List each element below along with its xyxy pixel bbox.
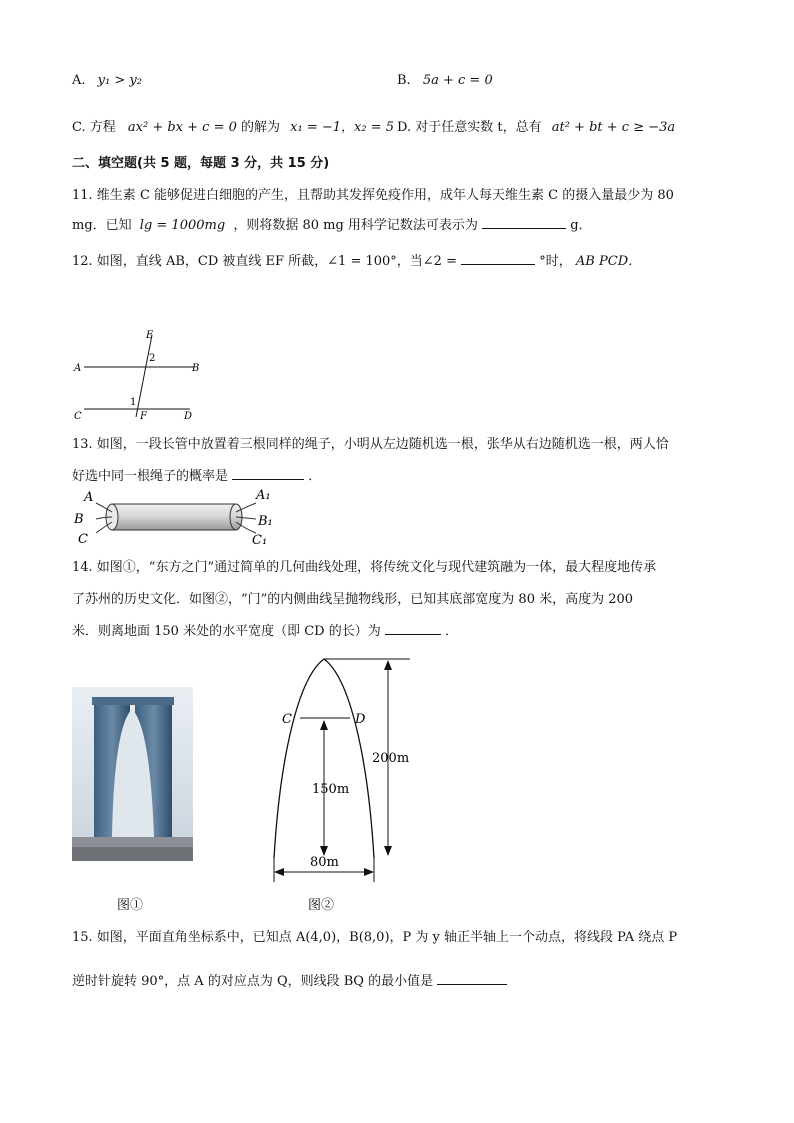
option-c: C. 方程 ax² + bx + c = 0 的解为 x₁ = −1，x₂ = 5 (72, 120, 395, 135)
q12-text: 12. 如图，直线 AB，CD 被直线 EF 所截，∠1 = 100°，当∠2 = °时， AB PCD． (72, 254, 642, 269)
q13-label-c: C (78, 532, 88, 547)
q13-line1: 13. 如图，一段长管中放置着三根同样的绳子，小明从左边随机选一根，张华从右边随机选一根，两人恰 (72, 437, 669, 452)
q15-answer-blank[interactable] (437, 972, 507, 985)
q14-label-200m: 200m (372, 751, 410, 766)
q14-line2: 了苏州的历史文化．如图②，“门”的内侧曲线呈抛物线形，已知其底部宽度为 80 米，高度为 200 (72, 592, 634, 607)
q13-label-a: A (84, 490, 94, 505)
q14-label-c: C (282, 712, 292, 727)
q14-label-80m: 80m (310, 855, 339, 870)
q12-label-d: D (184, 411, 193, 422)
option-b: B. 5a + c = 0 (397, 73, 493, 88)
q13-line2: 好选中同一根绳子的概率是 ． (72, 469, 322, 484)
q13-label-a1: A₁ (256, 488, 271, 503)
option-d: D. 对于任意实数 t，总有 at² + bt + c ≥ −3a (397, 120, 676, 135)
q14-parabola-figure (268, 648, 418, 888)
q12-label-e: E (146, 330, 154, 341)
q12-label-f: F (140, 411, 147, 422)
q12-figure (70, 325, 210, 425)
q14-line1: 14. 如图①，“东方之门”通过简单的几何曲线处理，将传统文化与现代建筑融为一体，最大程度地传承 (72, 560, 657, 575)
q13-label-b: B (74, 512, 84, 527)
q13-answer-blank[interactable] (232, 467, 304, 480)
option-a: A. y₁ > y₂ (72, 73, 142, 88)
q11-line1: 11. 维生素 C 能够促进白细胞的产生，且帮助其发挥免疫作用，成年人每天维生素 C 的摄入量最少为 80 (72, 188, 674, 203)
q13-label-c1: C₁ (252, 533, 268, 547)
q15-line2: 逆时针旋转 90°，点 A 的对应点为 Q，则线段 BQ 的最小值是 (72, 970, 507, 989)
q14-fig2-caption: 图② (308, 898, 335, 913)
q13-tube-figure (70, 487, 290, 547)
q12-answer-blank[interactable] (461, 252, 535, 265)
section-title: 二、填空题(共 5 题，每题 3 分，共 15 分) (72, 156, 330, 171)
q12-angle-1: 1 (130, 397, 137, 408)
q13-label-b1: B₁ (258, 514, 273, 529)
q14-answer-blank[interactable] (385, 622, 441, 635)
q12-label-a: A (74, 363, 82, 374)
q11-answer-blank[interactable] (482, 216, 566, 229)
q14-line3: 米．则离地面 150 米处的水平宽度（即 CD 的长）为 ． (72, 624, 459, 639)
q14-label-150m: 150m (312, 782, 350, 797)
q12-label-b: B (192, 363, 200, 374)
q11-line2: mg．已知 lg = 1000mg ，则将数据 80 mg 用科学记数法可表示为 g． (72, 218, 592, 233)
q12-label-c: C (74, 411, 82, 422)
q12-angle-2: 2 (149, 353, 156, 364)
q14-fig1-caption: 图① (117, 898, 144, 913)
q14-label-d: D (355, 712, 366, 727)
q14-building-photo (72, 687, 193, 861)
q15-line1: 15. 如图，平面直角坐标系中，已知点 A(4,0)，B(8,0)，P 为 y 轴正半轴上一个动点，将线段 PA 绕点 P (72, 930, 678, 945)
